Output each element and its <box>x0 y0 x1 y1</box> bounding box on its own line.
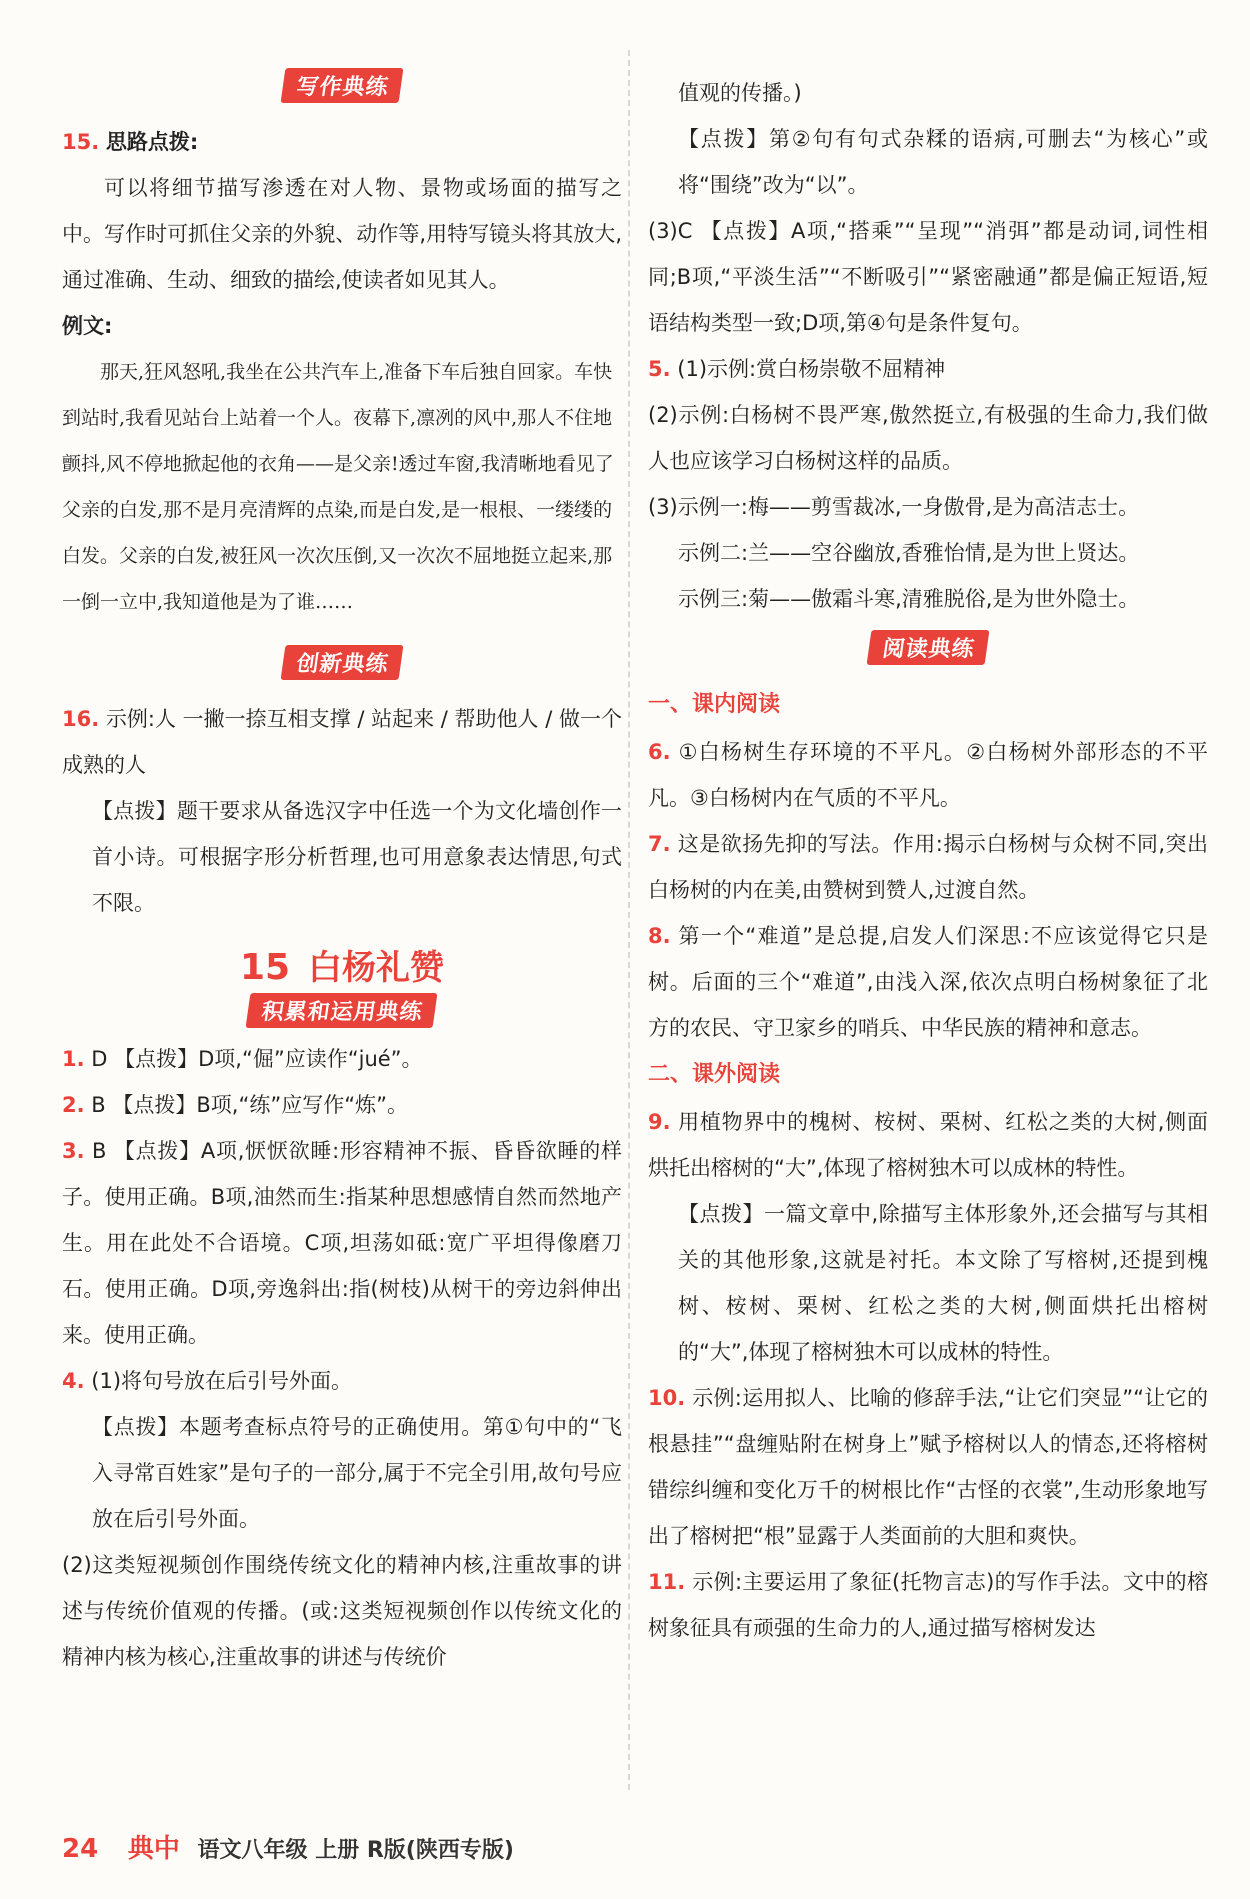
question-number: 1. <box>62 1047 85 1071</box>
section-header-accumulation: 积累和运用典练 <box>62 993 622 1028</box>
section-header-writing: 写作典练 <box>62 68 622 103</box>
answer-text: B 【点拨】B项,“练”应写作“炼”。 <box>91 1093 408 1117</box>
question-number: 9. <box>648 1110 671 1134</box>
book-title: 语文八年级 上册 R版(陕西专版) <box>197 1838 514 1863</box>
answer-text: (3)示例一:梅——剪雪裁冰,一身傲骨,是为高洁志士。 <box>648 495 1140 519</box>
question-number: 15. <box>62 130 100 154</box>
question-number: 8. <box>648 924 671 948</box>
question-number: 2. <box>62 1093 85 1117</box>
question-number: 6. <box>648 740 671 764</box>
hint-label: 思路点拨: <box>105 130 199 154</box>
answer-text: (1)示例:赏白杨崇敬不屈精神 <box>677 357 946 381</box>
answer-text: 第一个“难道”是总提,启发人们深思:不应该觉得它只是树。后面的三个“难道”,由浅入深,依次点明白杨树象征了北方的农民、守卫家乡的哨兵、中华民族的精神和意志。 <box>648 924 1208 1040</box>
brand-logo: 典中 <box>127 1834 180 1864</box>
subsection-title: 二、课外阅读 <box>648 1062 781 1087</box>
answer-text: 用植物界中的槐树、桉树、栗树、红松之类的大树,侧面烘托出榕树的“大”,体现了榕树独木可以成林的特性。 <box>648 1110 1208 1180</box>
answer-text: 示例:人 一撇一捺互相支撑 / 站起来 / 帮助他人 / 做一个成熟的人 <box>62 707 622 777</box>
answer-text: (2)这类短视频创作围绕传统文化的精神内核,注重故事的讲述与传统价值观的传播。(或:这类短视频创作以传统文化的精神内核为核心,注重故事的讲述与传统价 <box>62 1553 622 1669</box>
answer-text: (1)将句号放在后引号外面。 <box>91 1369 353 1393</box>
tip-text: 【点拨】第②句有句式杂糅的语病,可删去“为核心”或将“围绕”改为“以”。 <box>678 127 1208 197</box>
page-number: 24 <box>62 1834 99 1864</box>
left-column <box>62 60 622 1680</box>
page-footer <box>62 1828 514 1865</box>
tip-text: 【点拨】题干要求从备选汉字中任选一个为文化墙创作一首小诗。可根据字形分析哲理,也可用意象表达情思,句式不限。 <box>92 799 622 915</box>
subsection-title: 一、课内阅读 <box>648 692 781 717</box>
hint-text: 可以将细节描写渗透在对人物、景物或场面的描写之中。写作时可抓住父亲的外貌、动作等,用特写镜头将其放大,通过准确、生动、细致的描绘,使读者如见其人。 <box>62 176 622 292</box>
answer-text: 值观的传播。) <box>678 81 802 105</box>
tip-text: 【点拨】本题考查标点符号的正确使用。第①句中的“飞入寻常百姓家”是句子的一部分,属于不完全引用,故句号应放在后引号外面。 <box>92 1415 622 1531</box>
question-number: 16. <box>62 707 100 731</box>
example-essay: 那天,狂风怒吼,我坐在公共汽车上,准备下车后独自回家。车快到站时,我看见站台上站着一个人。夜幕下,凛冽的风中,那人不住地颤抖,风不停地掀起他的衣角——是父亲!透过车窗,我清晰地看见了父亲的白发,那不是月亮清辉的点染,而是白发,是一根根、一缕缕的白发。父亲的白发,被狂风一次次压倒,又一次次不屈地挺立起来,那一倒一立中,我知道他是为了谁…… <box>62 361 614 613</box>
question-number: 10. <box>648 1386 686 1410</box>
question-number: 5. <box>648 357 671 381</box>
question-number: 7. <box>648 832 671 856</box>
question-number: 4. <box>62 1369 85 1393</box>
answer-text: D 【点拨】D项,“倔”应读作“jué”。 <box>91 1047 423 1071</box>
answer-text: 示例:主要运用了象征(托物言志)的写作手法。文中的榕树象征具有顽强的生命力的人,通过描写榕树发达 <box>648 1570 1208 1640</box>
answer-text: B 【点拨】A项,恹恹欲睡:形容精神不振、昏昏欲睡的样子。使用正确。B项,油然而生:指某种思想感情自然而然地产生。用在此处不合语境。C项,坦荡如砥:宽广平坦得像磨刀石。使用正确。D项,旁逸斜出:指(树枝)从树干的旁边斜伸出来。使用正确。 <box>62 1139 622 1347</box>
lesson-title: 15 白杨礼赞 <box>239 947 445 988</box>
question-number: 11. <box>648 1570 686 1594</box>
answer-text: (3)C 【点拨】A项,“搭乘”“呈现”“消弭”都是动词,词性相同;B项,“平淡生活”“不断吸引”“紧密融通”都是偏正短语,短语结构类型一致;D项,第④句是条件复句。 <box>648 219 1208 335</box>
answer-text: 示例二:兰——空谷幽放,香雅怡情,是为世上贤达。 <box>678 541 1140 565</box>
right-column <box>648 70 1208 1651</box>
section-header-reading: 阅读典练 <box>648 630 1208 665</box>
question-number: 3. <box>62 1139 85 1163</box>
answer-text: 示例三:菊——傲霜斗寒,清雅脱俗,是为世外隐士。 <box>678 587 1140 611</box>
answer-text: (2)示例:白杨树不畏严寒,傲然挺立,有极强的生命力,我们做人也应该学习白杨树这样的品质。 <box>648 403 1208 473</box>
example-label: 例文: <box>62 314 113 338</box>
answer-text: 这是欲扬先抑的写法。作用:揭示白杨树与众树不同,突出白杨树的内在美,由赞树到赞人,过渡自然。 <box>648 832 1208 902</box>
column-divider <box>628 50 630 1790</box>
answer-text: 示例:运用拟人、比喻的修辞手法,“让它们突显”“让它的根悬挂”“盘缠贴附在树身上”赋予榕树以人的情态,还将榕树错综纠缠和变化万千的树根比作“古怪的衣裳”,生动形象地写出了榕树把“根”显露于人类面前的大胆和爽快。 <box>648 1386 1208 1548</box>
tip-text: 【点拨】一篇文章中,除描写主体形象外,还会描写与其相关的其他形象,这就是衬托。本文除了写榕树,还提到槐树、桉树、栗树、红松之类的大树,侧面烘托出榕树的“大”,体现了榕树独木可以成林的特性。 <box>678 1202 1208 1364</box>
section-header-innovation: 创新典练 <box>62 645 622 680</box>
answer-text: ①白杨树生存环境的不平凡。②白杨树外部形态的不平凡。③白杨树内在气质的不平凡。 <box>648 740 1208 810</box>
